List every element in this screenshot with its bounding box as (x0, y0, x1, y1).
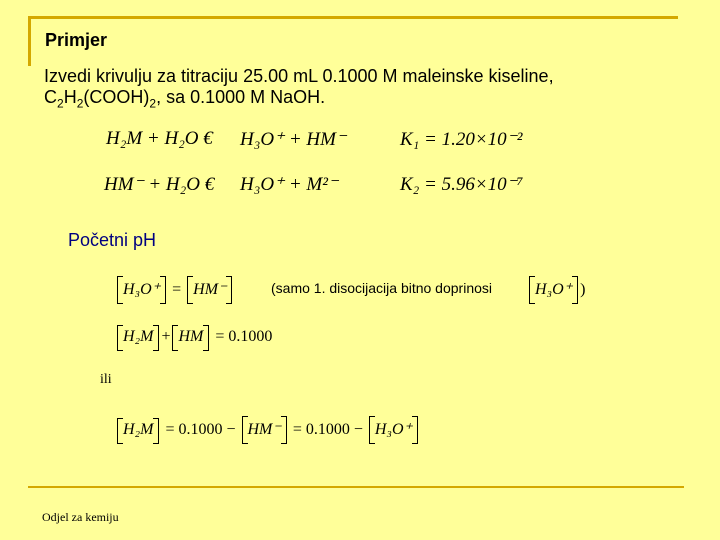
problem-statement (44, 66, 684, 115)
h2m-expression-mid-2: = 0.1000 − (292, 421, 363, 438)
equilibrium-2-reactants: HM⁻ + H₂O € (104, 174, 215, 195)
equilibrium-1-products: H₃O⁺ + HM⁻ (240, 129, 346, 150)
frame-bottom-line (28, 486, 684, 488)
frame-top-line (28, 16, 678, 19)
bracket-hm-3: HM⁻ (242, 418, 287, 440)
bracket-h2m: H₂M (117, 327, 159, 347)
bracket-hm: HM⁻ (187, 278, 232, 300)
dissociation-note: (samo 1. disocijacija bitno doprinosi (271, 280, 492, 296)
problem-line-2: $C_2H_2(COOH)_2$, sa 0.1000 M NaOH. (44, 87, 326, 111)
or-word: ili (100, 372, 112, 387)
mass-balance-rhs: = 0.1000 (215, 328, 273, 345)
bracket-h3o-2: H₃O⁺ (369, 418, 418, 440)
bracket-h3o-note: H₃O⁺ (529, 278, 578, 300)
section-heading-initial-ph: Početni pH (68, 230, 157, 250)
h2m-expression-mid-1: = 0.1000 − (165, 421, 236, 438)
equals-sign: = (172, 281, 182, 298)
bracket-hm-2: HM (172, 327, 209, 347)
footer-department: Odjel za kemiju (42, 510, 119, 524)
plus-sign: + (161, 328, 171, 345)
h2m-expression (115, 418, 420, 440)
problem-line-1: Izvedi krivulju za titraciju 25.00 mL 0.1000 M maleinske kiseline, (44, 66, 554, 86)
mass-balance (115, 327, 272, 347)
concentration-equality (115, 278, 234, 300)
note-close-paren: ) (580, 281, 586, 298)
bracket-h2m-2: H₂M (117, 420, 159, 440)
bracket-h3o: H₃O⁺ (117, 278, 166, 300)
dissociation-note-expression (527, 278, 585, 300)
equilibrium-2-products: H₃O⁺ + M²⁻ (240, 174, 338, 195)
equilibrium-1-reactants: H₂M + H₂O € (106, 128, 213, 149)
equilibrium-2-constant: K₂ = 5.96×10⁻⁷ (400, 174, 524, 195)
equilibrium-1-constant: K₁ = 1.20×10⁻² (400, 129, 523, 150)
frame-left-line (28, 16, 31, 66)
slide-title: Primjer (45, 30, 108, 50)
